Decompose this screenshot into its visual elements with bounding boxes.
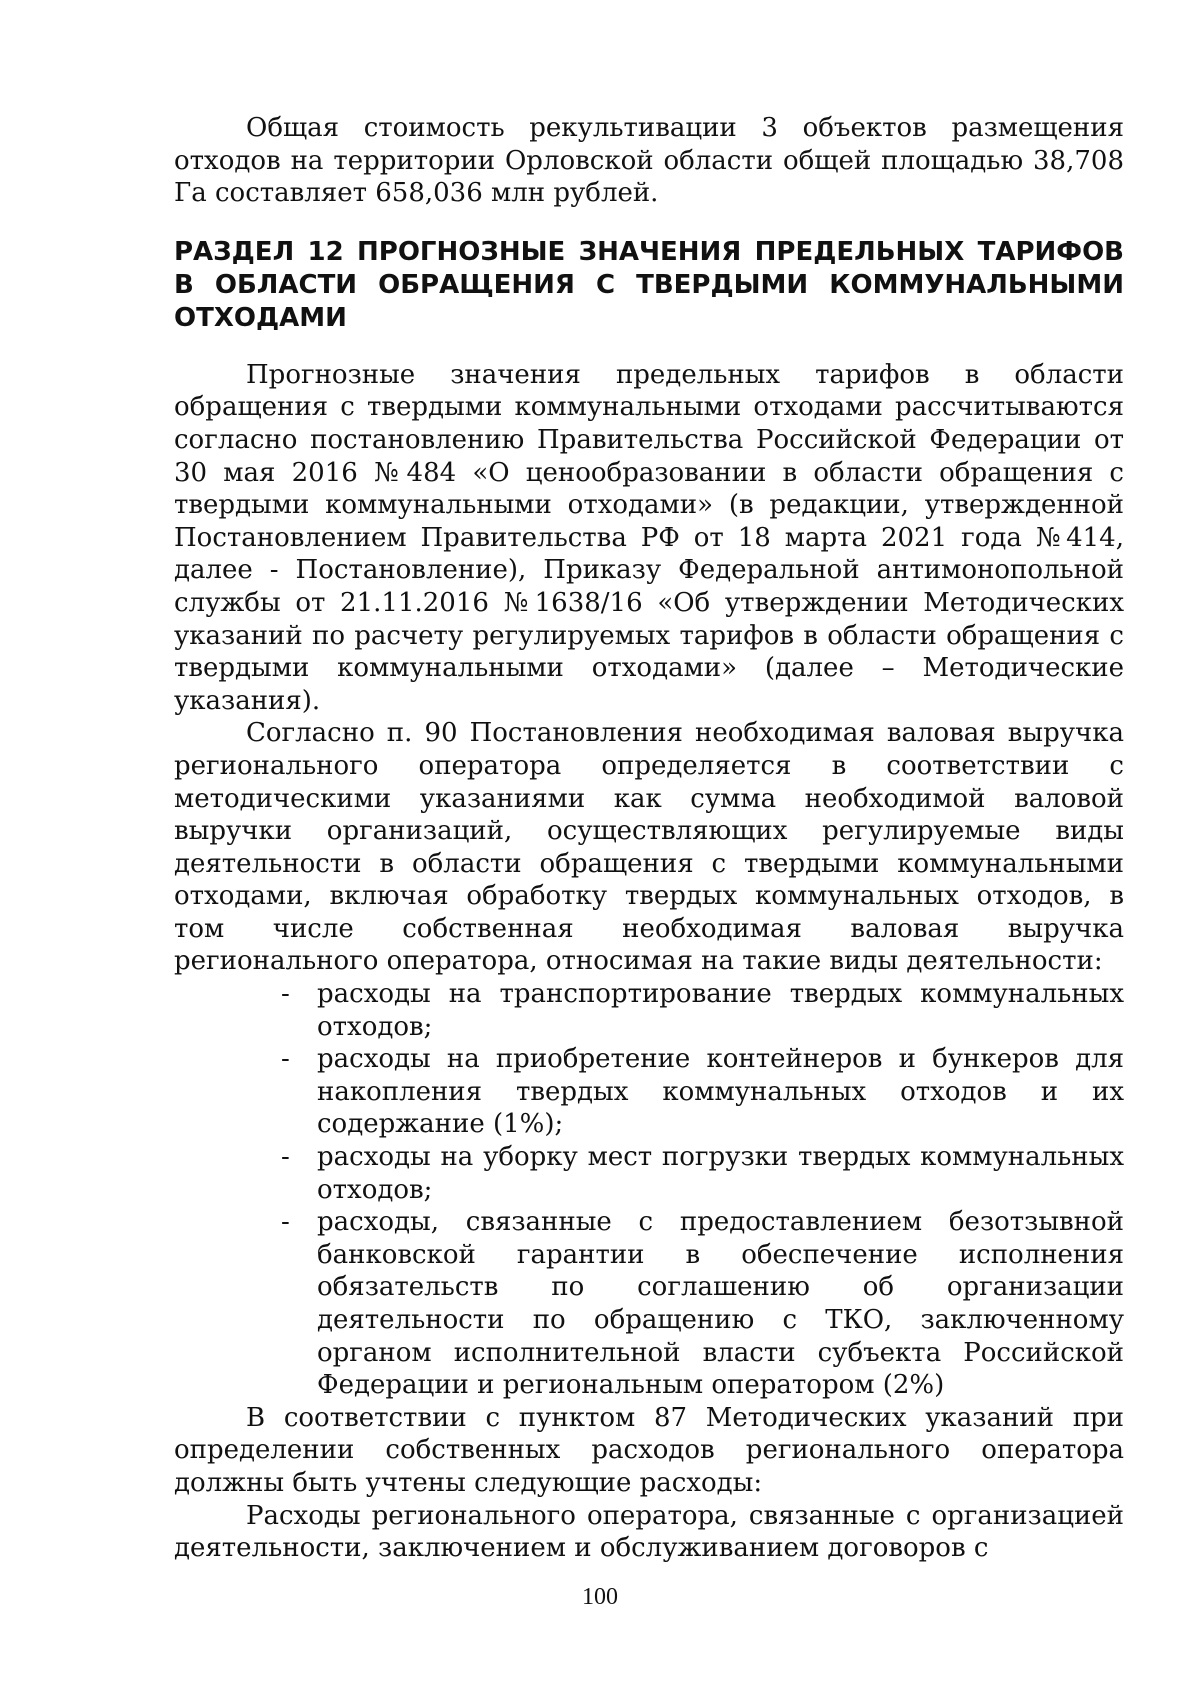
page-content	[174, 112, 1124, 1565]
list-item-text: расходы на уборку мест погрузки твердых коммунальных отходов;	[317, 1142, 1124, 1205]
expense-list	[174, 978, 1124, 1402]
list-item	[281, 1206, 1124, 1402]
list-marker: -	[281, 1142, 290, 1173]
body-paragraph: В соответствии с пунктом 87 Методических указаний при определении собственных расходов регионального оператора должны быть учтены следующие расходы:	[174, 1402, 1124, 1498]
list-item	[281, 978, 1124, 1043]
list-item-text: расходы, связанные с предоставлением безотзывной банковской гарантии в обеспечение исполнения обязательств по соглашению об организации деятельности по обращению с ТКО, заключенному органом исполнительной власти субъекта Российской Федерации и региональным оператором (2%)	[317, 1207, 1124, 1401]
intro-paragraph: Общая стоимость рекультивации 3 объектов размещения отходов на территории Орловской области общей площадью 38,708 Га составляет 658,036 млн рублей.	[174, 113, 1124, 209]
body-paragraph: Согласно п. 90 Постановления необходимая валовая выручка регионального оператора определяется в соответствии с методическими указаниями как сумма необходимой валовой выручки организаций, осуществляющих регулируемые виды деятельности в области обращения с твердыми коммунальными отходами, включая обработку твердых коммунальных отходов, в том числе собственная необходимая валовая выручка регионального оператора, относимая на такие виды деятельности:	[174, 718, 1124, 977]
list-marker: -	[281, 1044, 290, 1075]
body-paragraph: Расходы регионального оператора, связанные с организацией деятельности, заключением и обслуживанием договоров с	[174, 1500, 1124, 1564]
list-item-text: расходы на приобретение контейнеров и бункеров для накопления твердых коммунальных отходов и их содержание (1%);	[317, 1044, 1124, 1140]
list-marker: -	[281, 979, 290, 1010]
section-heading: РАЗДЕЛ 12 ПРОГНОЗНЫЕ ЗНАЧЕНИЯ ПРЕДЕЛЬНЫХ ТАРИФОВ В ОБЛАСТИ ОБРАЩЕНИЯ С ТВЕРДЫМИ КОММУНАЛЬНЫМИ ОТХОДАМИ	[174, 236, 1124, 333]
list-item-text: расходы на транспортирование твердых коммунальных отходов;	[317, 979, 1124, 1042]
list-marker: -	[281, 1207, 290, 1238]
list-item	[281, 1141, 1124, 1206]
page-number: 100	[582, 1584, 618, 1610]
list-item	[281, 1043, 1124, 1141]
body-paragraph: Прогнозные значения предельных тарифов в области обращения с твердыми коммунальными отходами рассчитываются согласно постановлению Правительства Российской Федерации от 30 мая 2016 №484 «О ценообразовании в области обращения с твердыми коммунальными отходами» (в редакции, утвержденной Постановлением Правительства РФ от 18 марта 2021 года №414, далее - Постановление), Приказу Федеральной антимонопольной службы от 21.11.2016 №1638/16 «Об утверждении Методических указаний по расчету регулируемых тарифов в области обращения с твердыми коммунальными отходами» (далее – Методические указания).	[174, 359, 1124, 716]
